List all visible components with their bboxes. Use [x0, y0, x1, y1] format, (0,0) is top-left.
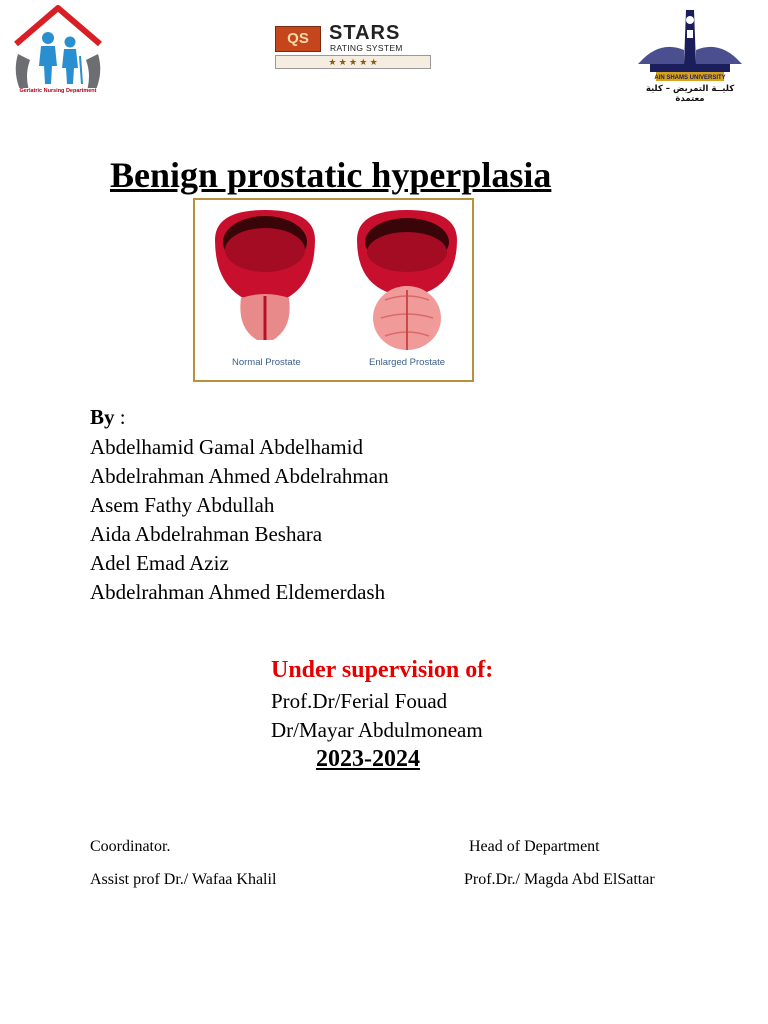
normal-prostate-label: Normal Prostate [232, 357, 301, 368]
academic-year: 2023-2024 [316, 746, 420, 772]
authors-heading [90, 405, 126, 430]
university-ribbon-text: AIN SHAMS UNIVERSITY [654, 75, 726, 81]
geriatric-nursing-logo [8, 4, 108, 108]
normal-prostate-drawing [215, 210, 315, 340]
author-name: Abdelrahman Ahmed Eldemerdash [90, 580, 386, 604]
prostate-illustration [193, 198, 474, 382]
enlarged-prostate-label: Enlarged Prostate [369, 357, 446, 368]
head-of-department-name: Prof.Dr./ Magda Abd ElSattar [464, 871, 655, 888]
prostate-comparison-image [195, 200, 472, 380]
enlarged-prostate-drawing [357, 210, 457, 350]
stars-title: STARS [329, 22, 401, 44]
qs-stars-logo [272, 22, 432, 72]
supervisor-name: Dr/Mayar Abdulmoneam [271, 718, 483, 742]
logo-caption: Geriatric Nursing Department [19, 88, 97, 94]
head-of-department-label: Head of Department [469, 838, 600, 855]
author-list [90, 433, 389, 607]
author-name: Aida Abdelrahman Beshara [90, 522, 323, 546]
star-rating-icon: ★ ★ ★ ★ ★ [275, 55, 431, 69]
author-name: Adel Emad Aziz [90, 551, 229, 575]
university-emblem-icon [630, 6, 750, 84]
house-hands-icon [8, 4, 108, 88]
qs-mark: QS [275, 26, 321, 52]
page-title: Benign prostatic hyperplasia [110, 155, 552, 195]
author-name: Abdelhamid Gamal Abdelhamid [90, 435, 363, 459]
ain-shams-nursing-logo [630, 6, 750, 104]
coordinator-name: Assist prof Dr./ Wafaa Khalil [90, 871, 277, 888]
supervision-heading: Under supervision of: [271, 657, 494, 683]
author-name: Asem Fathy Abdullah [90, 493, 275, 517]
by-label: By [90, 405, 115, 429]
supervisor-name: Prof.Dr/Ferial Fouad [271, 689, 448, 713]
coordinator-label: Coordinator. [90, 838, 171, 855]
logo-caption-arabic: كليــة التمريض – كلية معتمدة [645, 84, 735, 104]
stars-subtitle: RATING SYSTEM [330, 43, 403, 53]
by-colon: : [114, 405, 126, 429]
supervisor-list [271, 687, 483, 745]
author-name: Abdelrahman Ahmed Abdelrahman [90, 464, 389, 488]
